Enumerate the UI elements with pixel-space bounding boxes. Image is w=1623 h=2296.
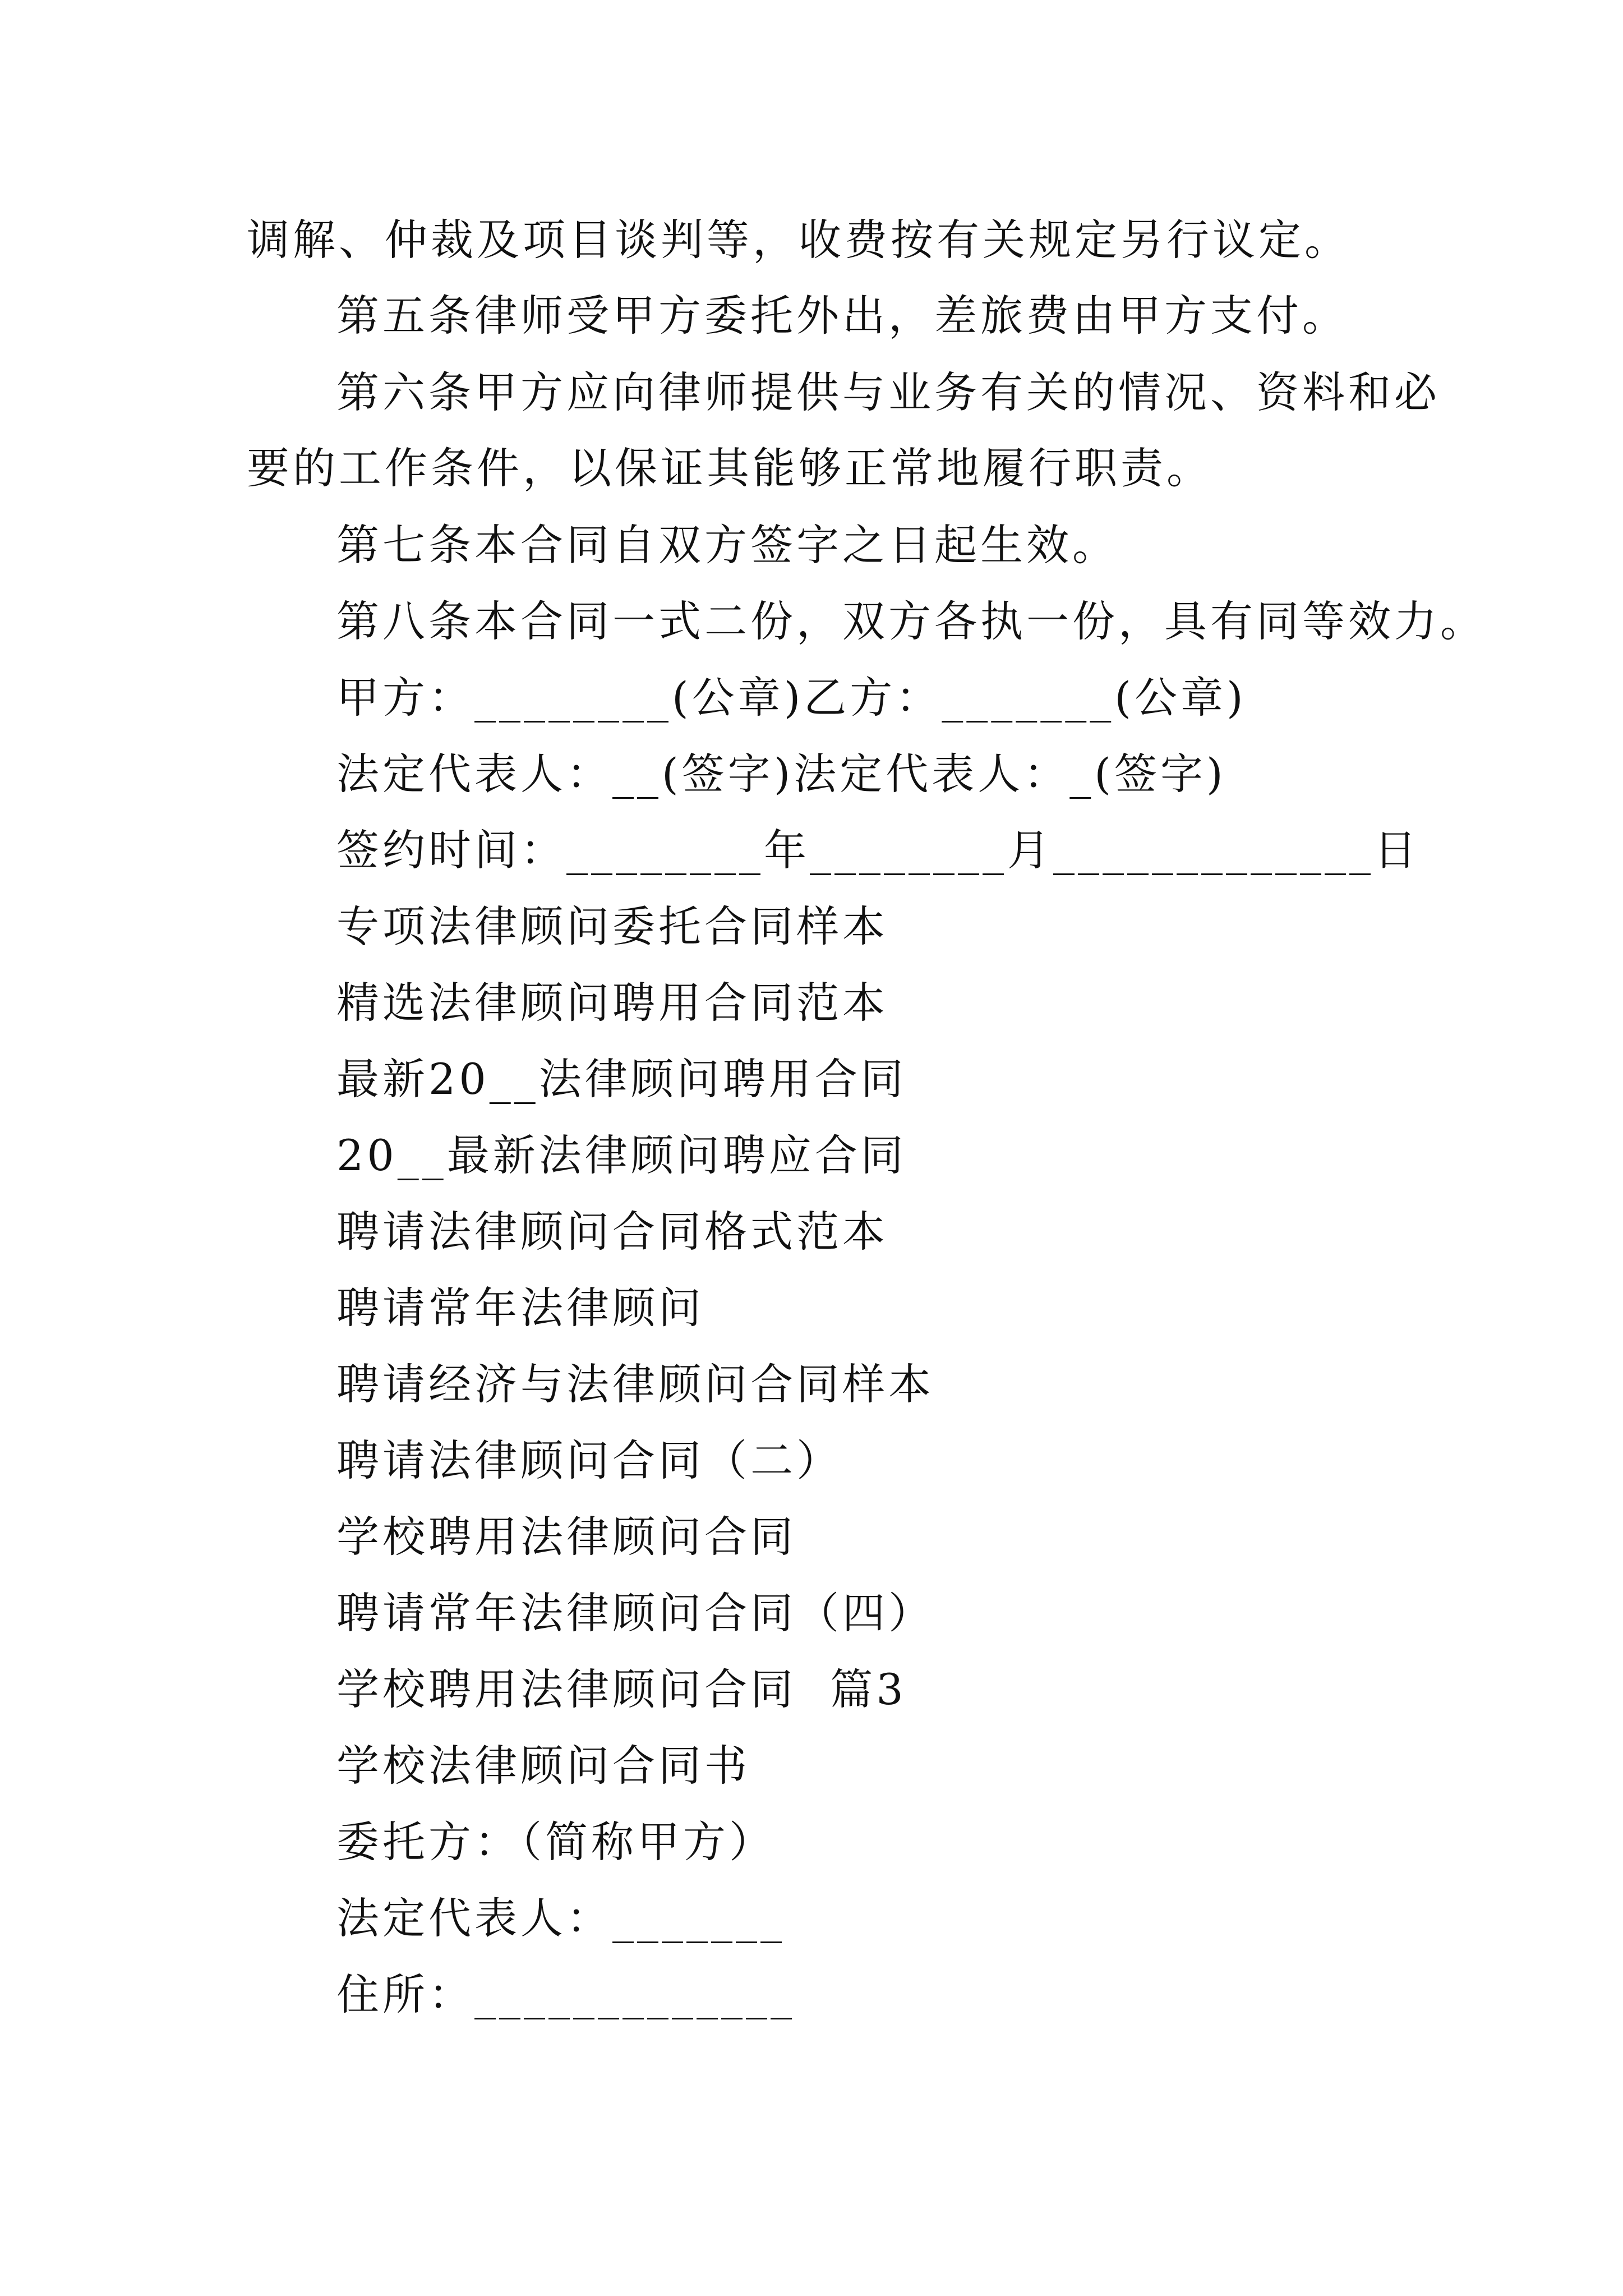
text-line: 学校聘用法律顾问合同 篇3 — [336, 1664, 907, 1714]
text-line: 甲方：________(公章)乙方：_______(公章) — [336, 673, 1247, 723]
text-line: 聘请法律顾问合同（二） — [336, 1435, 842, 1485]
text-line: 第八条本合同一式二份，双方各执一份，具有同等效力。 — [336, 596, 1486, 646]
text-line: 法定代表人：__(签字)法定代表人：_(签字) — [336, 749, 1227, 799]
text-line: 委托方：（简称甲方） — [336, 1817, 775, 1867]
text-line: 要的工作条件，以保证其能够正常地履行职责。 — [247, 443, 1212, 493]
text-line: 聘请法律顾问合同格式范本 — [336, 1207, 888, 1257]
text-line: 精选法律顾问聘用合同范本 — [336, 978, 888, 1028]
text-line: 调解、仲裁及项目谈判等，收费按有关规定另行议定。 — [247, 215, 1350, 265]
text-line: 学校聘用法律顾问合同 — [336, 1512, 796, 1562]
text-line: 签约时间：________年________月_____________日 — [336, 825, 1420, 875]
text-line: 第七条本合同自双方签字之日起生效。 — [336, 520, 1118, 570]
text-line: 专项法律顾问委托合同样本 — [336, 901, 888, 951]
text-line: 第五条律师受甲方委托外出，差旅费由甲方支付。 — [336, 291, 1348, 341]
text-line: 学校法律顾问合同书 — [336, 1741, 750, 1791]
text-line: 住所：_____________ — [336, 1970, 795, 2019]
text-line: 聘请经济与法律顾问合同样本 — [336, 1359, 934, 1409]
text-line: 法定代表人：_______ — [336, 1893, 785, 1943]
text-line: 聘请常年法律顾问合同（四） — [336, 1588, 934, 1638]
text-line: 20__最新法律顾问聘应合同 — [336, 1130, 907, 1180]
text-line: 最新20__法律顾问聘用合同 — [336, 1054, 907, 1104]
text-line: 第六条甲方应向律师提供与业务有关的情况、资料和必 — [336, 367, 1440, 417]
text-line: 聘请常年法律顾问 — [336, 1283, 704, 1333]
